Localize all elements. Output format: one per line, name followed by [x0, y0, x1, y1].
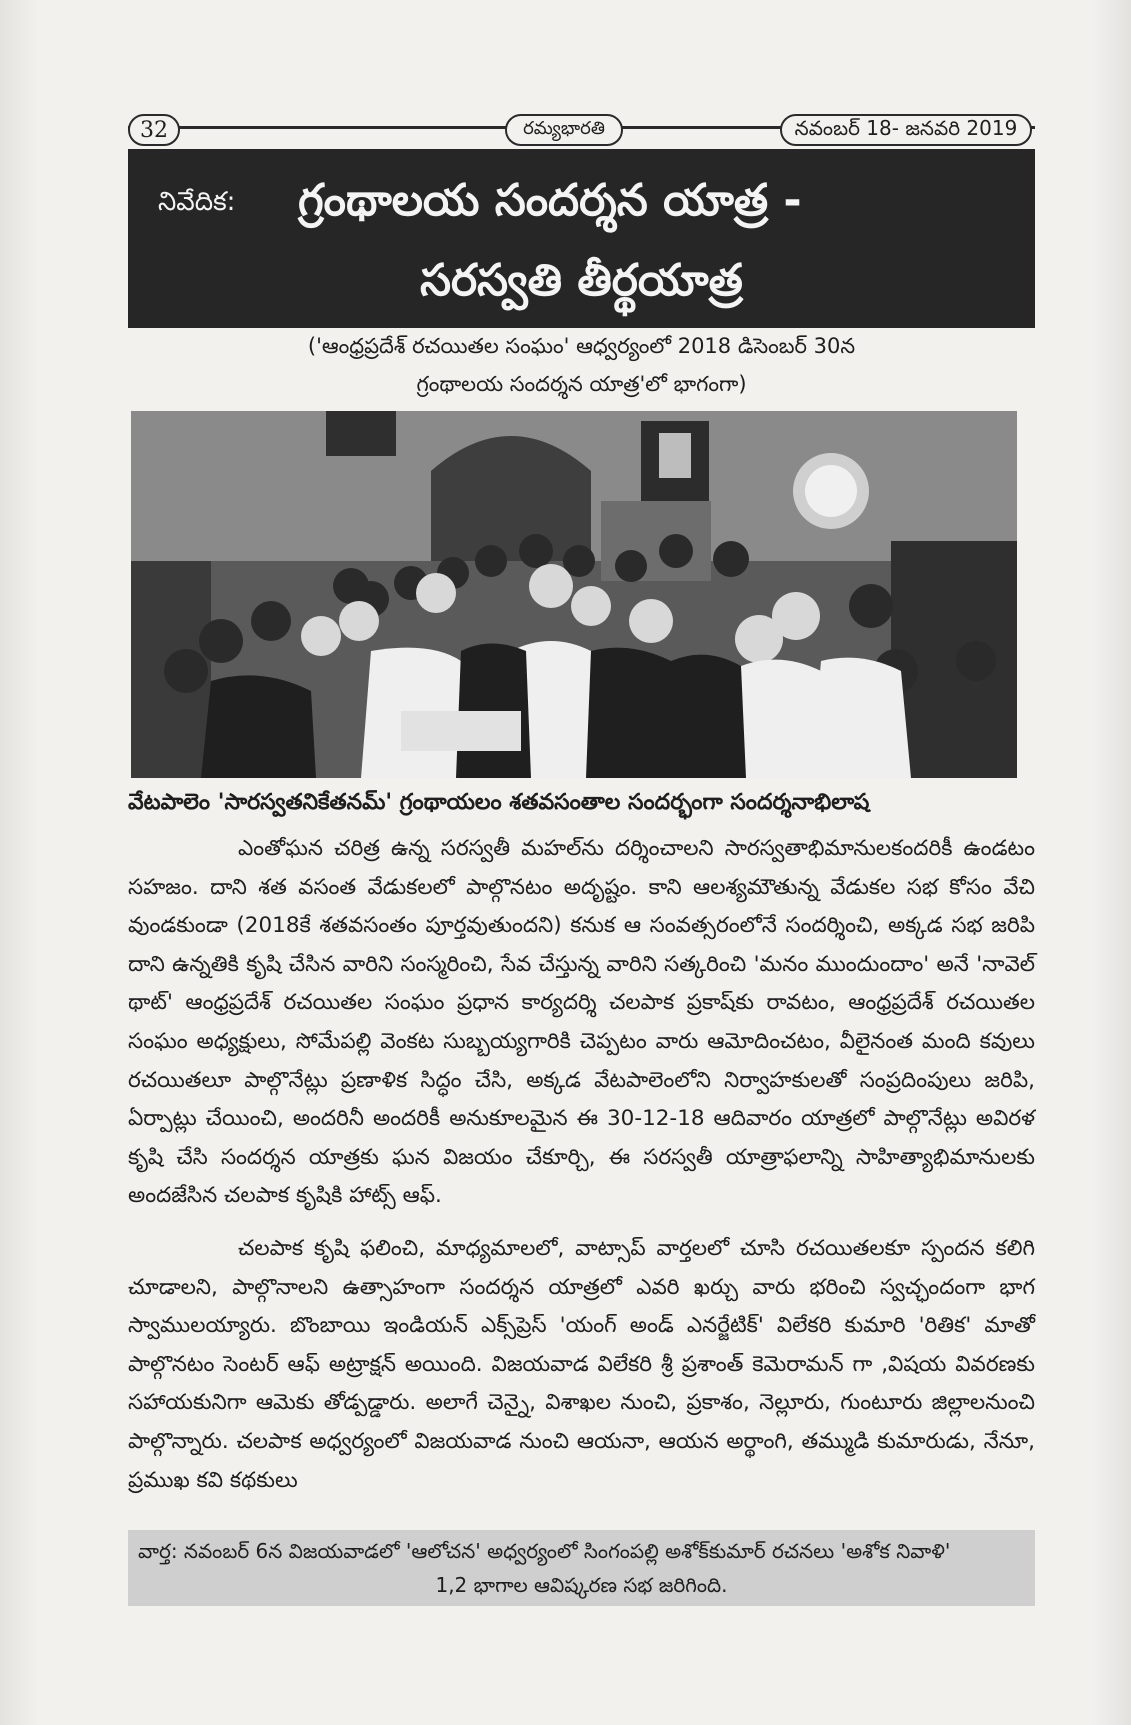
article-paragraph-1: ఎంతోఘన చరిత్ర ఉన్న సరస్వతీ మహల్‌ను దర్శించాలని సారస్వతాభిమానులకందరికీ ఉండటం సహజం. దాని శత వసంత వేడుకలలో పాల్గొనటం అదృష్టం. కాని ఆలశ్యమౌతున్న వేడుకల సభ కోసం వేచి వుండకుండా (2018కే శతవసంతం పూర్తవుతుందని) కనుక ఆ సంవత్సరంలోనే సందర్శించి, అక్కడ సభ జరిపి దాని ఉన్నతికి కృషి చేసిన వారిని సంస్మరించి, సేవ చేస్తున్న వారిని సత్కరించి 'మనం ముందుందాం' అనే 'నావెల్ థాట్' ఆంధ్రప్రదేశ్ రచయితల సంఘం ప్రధాన కార్యదర్శి చలపాక ప్రకాష్‌కు రావటం, ఆంధ్రప్రదేశ్ రచయితల సంఘం అధ్యక్షులు, సోమేపల్లి వెంకట సుబ్బయ్యగారికి చెప్పటం వారు ఆమోదించటం, వీలైనంత మంది కవులు రచయితలూ పాల్గొనేట్లు ప్రణాళిక సిద్ధం చేసి, అక్కడ వేటపాలెంలోని నిర్వాహకులతో సంప్రదింపులు జరిపి, ఏర్పాట్లు చేయించి, అందరినీ అందరికీ అనుకూలమైన ఈ 30-12-18 ఆదివారం యాత్రలో పాల్గొనేట్లు అవిరళ కృషి చేసి సందర్శన యాత్రకు ఘన విజయం చేకూర్చి, ఈ సరస్వతీ యాత్రాఫలాన్ని సాహిత్యాభిమానులకు అందజేసిన చలపాక కృషికి హాట్స్ ఆఫ్.	[128, 836, 1035, 1209]
page-number: 32	[128, 114, 180, 146]
article-paragraph-2: చలపాక కృషి ఫలించి, మాధ్యమాలలో, వాట్సాప్ వార్తలలో చూసి రచయితలకూ స్పందన కలిగి చూడాలని, పాల్గొనాలని ఉత్సాహంగా సందర్శన యాత్రలో ఎవరి ఖర్చు వారు భరించి స్వచ్ఛందంగా భాగ స్వాములయ్యారు. బొంబాయి ఇండియన్ ఎక్స్‌ప్రెస్ 'యంగ్ అండ్ ఎనర్జేటిక్' విలేకరి కుమారి 'రితిక' మాతో పాల్గొనటం సెంటర్ ఆఫ్ అట్రాక్షన్ అయింది. విజయవాడ విలేకరి శ్రీ ప్రశాంత్ కెమెరామన్ గా ,విషయ వివరణకు సహాయకునిగా ఆమెకు తోడ్పడ్డారు. అలాగే చెన్నై, విశాఖల నుంచి, ప్రకాశం, నెల్లూరు, గుంటూరు జిల్లాలనుంచి పాల్గొన్నారు. చలపాక అధ్వర్యంలో విజయవాడ నుంచి ఆయనా, ఆయన అర్థాంగి, తమ్ముడి కుమారుడు, నేనూ, ప్రముఖ కవి కథకులు	[128, 1235, 1035, 1493]
photo-caption: వేటపాలెం 'సారస్వతనికేతనమ్' గ్రంథాయలం శతవసంతాల సందర్భంగా సందర్శనాభిలాష	[128, 790, 870, 815]
subtitle-line-1: ('ఆంధ్రప్రదేశ్ రచయితల సంఘం' ఆధ్వర్యంలో 2018 డిసెంబర్ 30న	[307, 334, 856, 358]
title-line-2: సరస్వతి తీర్థయాత్ర	[420, 255, 743, 306]
news-box	[128, 1530, 1035, 1606]
group-photo-drawing	[131, 411, 1017, 778]
group-photo	[131, 411, 1017, 778]
title-banner	[128, 149, 1035, 328]
news-line-1: వార్త: నవంబర్ 6న విజయవాడలో 'ఆలోచన' అధ్వర్యంలో సింగంపల్లి అశోక్‌కుమార్ రచనలు 'అశోక నివాళి'	[138, 1539, 951, 1563]
title-label: నివేదిక:	[158, 187, 236, 217]
title-line-1: గ్రంథాలయ సందర్శన యాత్ర -	[298, 175, 802, 226]
issue-date: నవంబర్ 18- జనవరి 2019	[780, 114, 1032, 146]
article-body	[128, 830, 1035, 1500]
news-line-2: 1,2 భాగాల ఆవిష్కరణ సభ జరిగింది.	[435, 1573, 728, 1597]
magazine-name: రమ్యభారతి	[505, 114, 623, 146]
subtitle-line-2: గ్రంథాలయ సందర్శన యాత్ర'లో భాగంగా)	[416, 372, 747, 396]
